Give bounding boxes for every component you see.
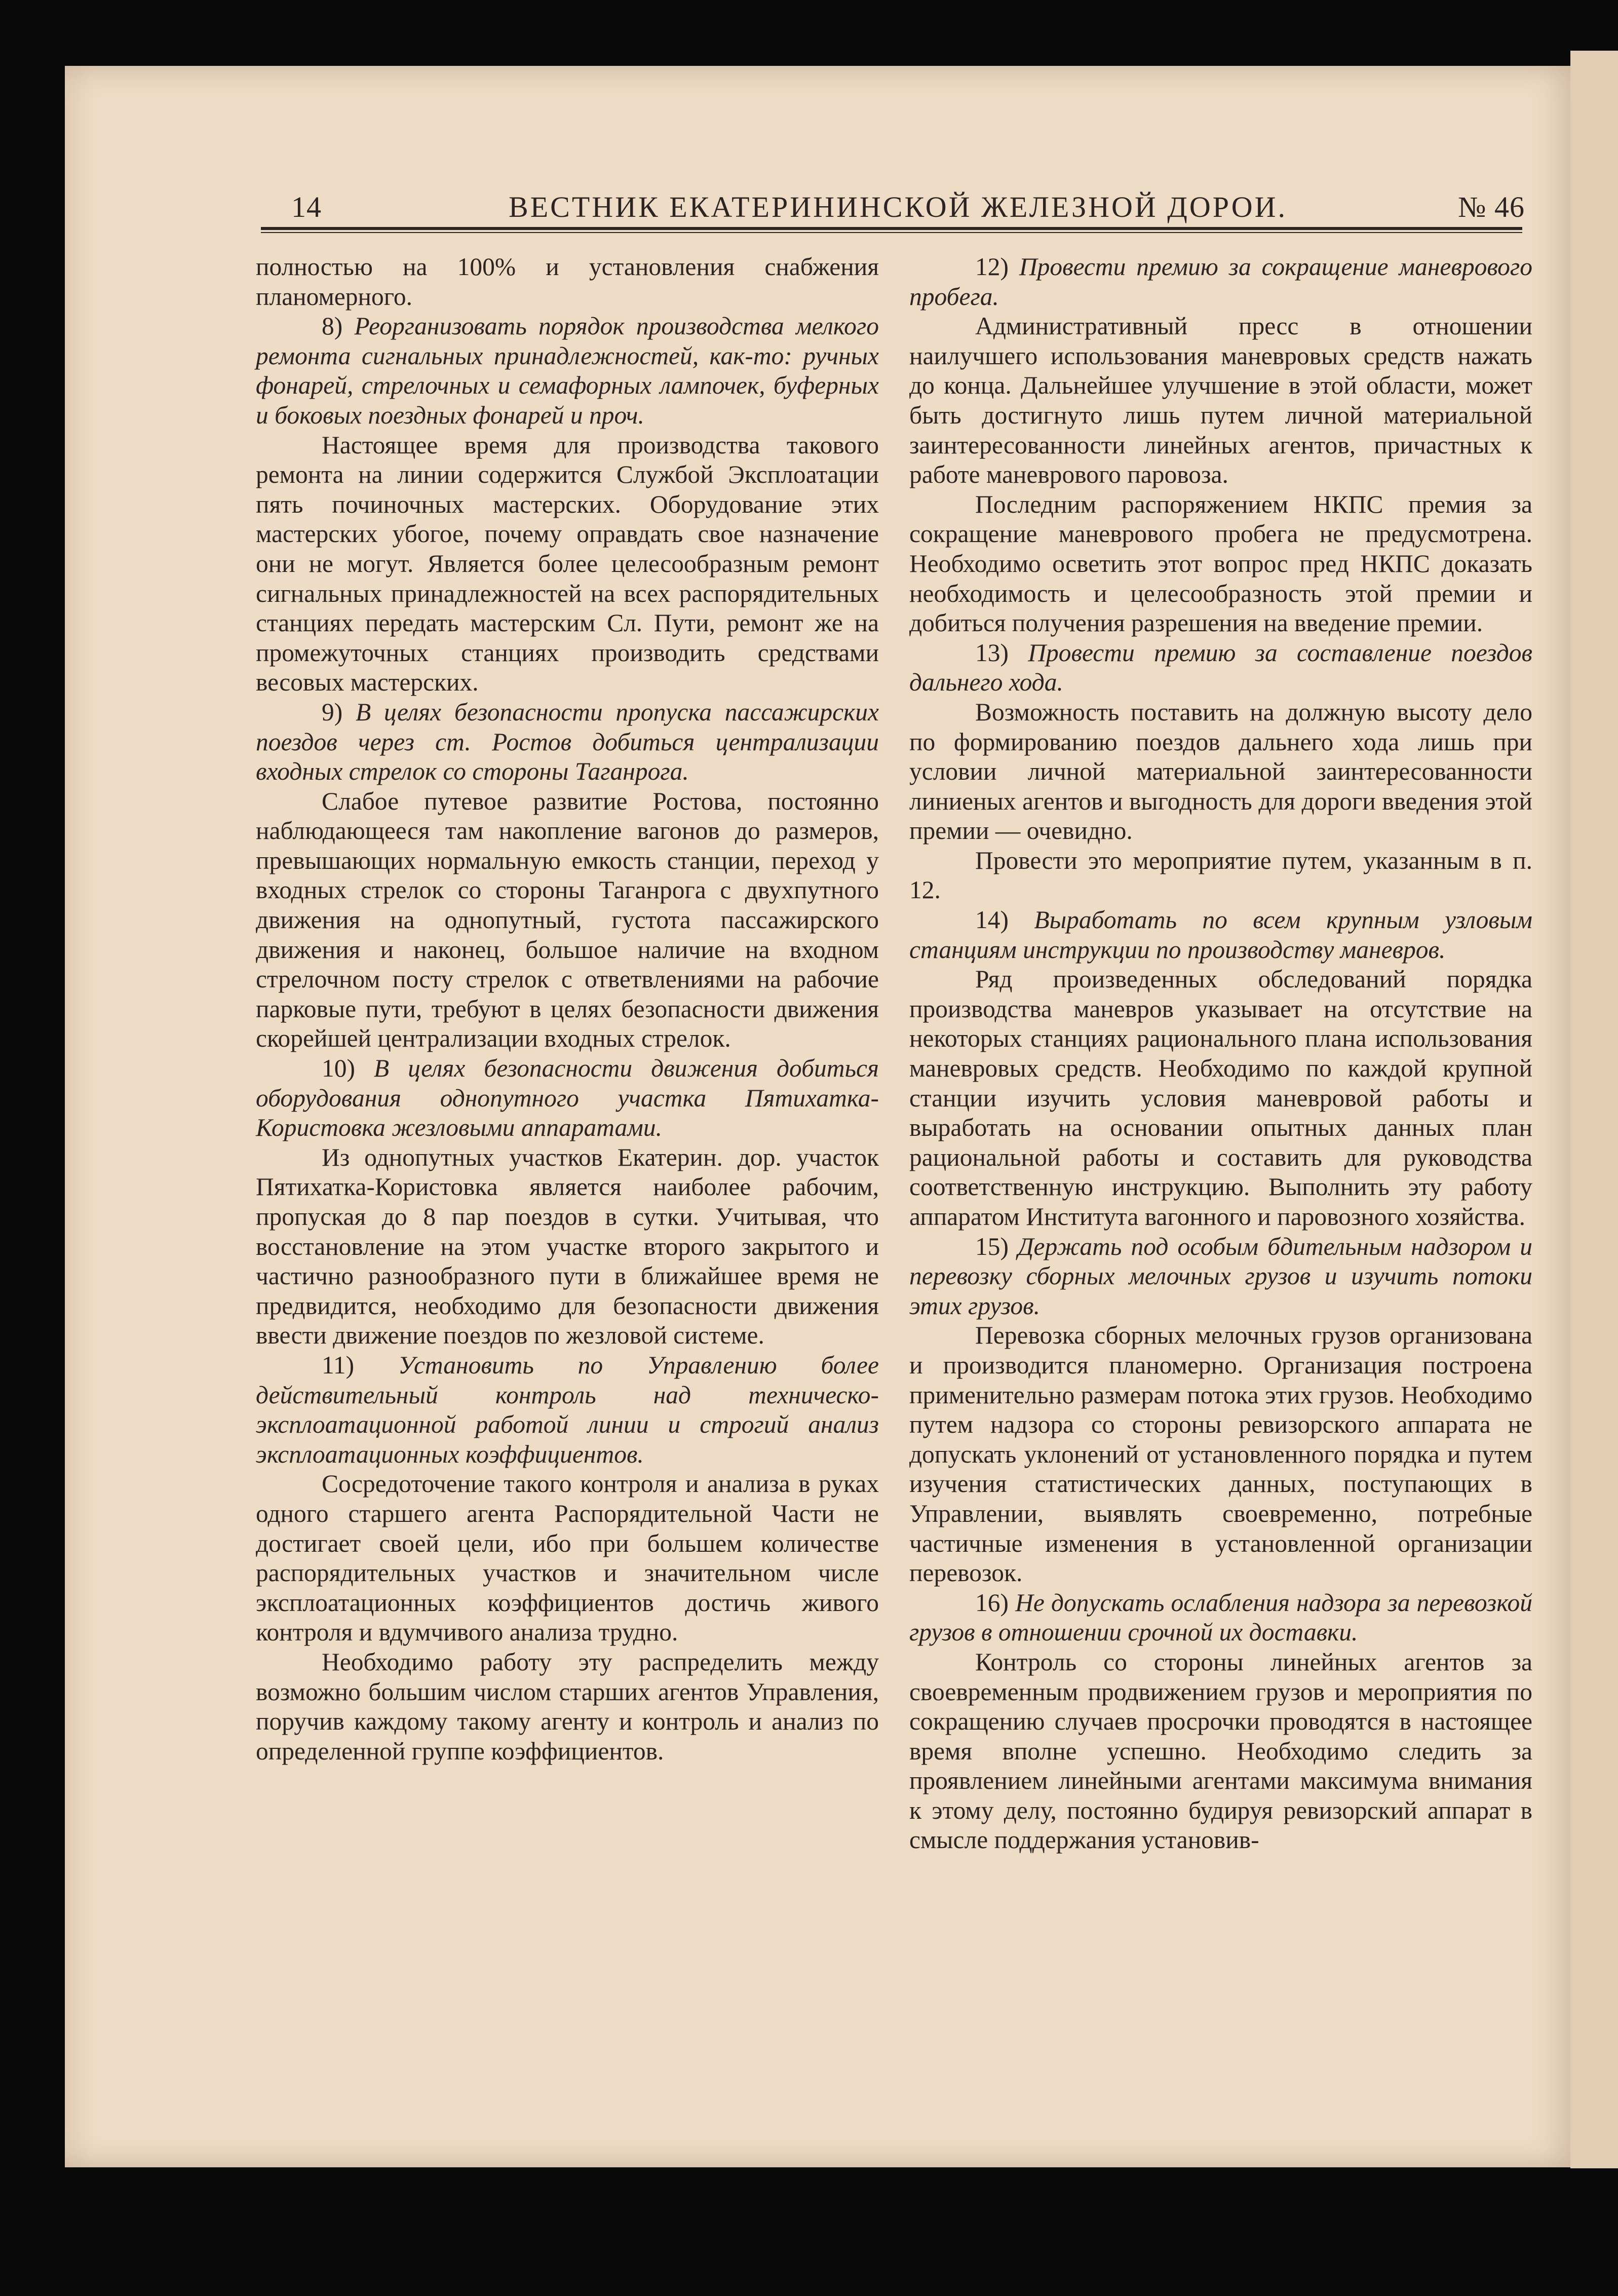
item-number: 15)	[975, 1232, 1018, 1260]
issue-number: № 46	[1458, 190, 1525, 223]
body-paragraph: Административный пресс в отношении наилучшего использования маневровых средств нажать до конца. Дальнейшее улучшение в этой области, может быть достигнуто лишь путем личной материальной заинтересованности линейных агентов, причастных к работе маневрового паровоза.	[909, 312, 1532, 489]
item-heading: В целях безопасности пропуска пассажирских поездов через ст. Ростов добиться централизации входных стрелок со стороны Таганрога.	[256, 698, 879, 786]
body-paragraph: Ряд произведенных обследований порядка производства маневров указывает на отсутствие на некоторых станциях рационального плана использования маневровых средств. Необходимо по каждой крупной станции изучить условия маневровой работы и выработать на основании опытных данных план рациональной работы и составить для руководства соответственную инструкцию. Выполнить эту работу аппаратом Института вагонного и паровозного хозяйства.	[909, 965, 1532, 1231]
numbered-item	[909, 1588, 1532, 1648]
item-heading: Держать под особым бдительным надзором и перевозку сборных мелочных грузов и изучить потоки этих грузов.	[909, 1232, 1532, 1320]
body-paragraph: Перевозка сборных мелочных грузов организована и производится планомерно. Организация построена применительно размерам потока этих грузов. Необходимо путем надзора со стороны ревизорского аппарата не допускать уклонений от установленного порядка и путем изучения статистических данных, поступающих в Управлении, выявлять своевременно, потребные частичные изменения в установленной организации перевозок.	[909, 1321, 1532, 1587]
numbered-item	[909, 638, 1532, 698]
body-paragraph: Необходимо работу эту распределить между возможно большим числом старших агентов Управления, поручив каждому такому агенту и контроль и анализ по определенной группе коэффициентов.	[256, 1648, 879, 1765]
left-column	[256, 252, 879, 1766]
numbered-item	[909, 252, 1532, 312]
body-paragraph: Возможность поставить на должную высоту дело по формированию поездов дальнего хода лишь при условии личной материальной заинтересованности линиеных агентов и выгодность для дороги введения этой премии — очевидно.	[909, 698, 1532, 845]
body-paragraph: Из однопутных участков Екатерин. дор. участок Пятихатка-Кориcтовка является наиболее рабочим, пропуская до 8 пар поездов в сутки. Учитывая, что восстановление на этом участке второго закрытого и частично разнообразного пути в ближайшее время не предвидится, необходимо для безопасности движения ввести движение поездов по жезловой системе.	[256, 1143, 879, 1350]
numbered-item	[909, 905, 1532, 965]
item-number: 11)	[322, 1351, 398, 1379]
item-number: 16)	[975, 1588, 1016, 1617]
item-number: 12)	[975, 253, 1019, 281]
item-heading: Провести премию за сокращение маневрового пробега.	[909, 253, 1532, 311]
body-paragraph: Настоящее время для производства такового ремонта на линии содержится Службой Эксплоатации пять починочных мастерских. Оборудование этих мастерских убогое, почему оправдать свое назначение они не могут. Является более целесообразным ремонт сигнальных принадлежностей на всех распорядительных станциях передать мастерским Сл. Пути, ремонт же на промежуточных станциях производить средствами весовых мастерских.	[256, 431, 879, 697]
numbered-item	[256, 1351, 879, 1469]
item-heading: Выработать по всем крупным узловым станциям инструкции по производству маневров.	[909, 906, 1533, 964]
item-number: 9)	[322, 698, 356, 726]
item-heading: Реорганизовать порядок производства мелкого ремонта сигнальных принадлежностей, как-то: ручных фонарей, стрелочных и семафорных лампочек, буферных и боковых поездных фонарей и проч.	[256, 312, 879, 429]
body-paragraph: Слабое путевое развитие Ростова, постоянно наблюдающееся там накопление вагонов до размеров, превышающих нормальную емкость станции, переход у входных стрелок со стороны Таганрога с двухпутного движения на однопутный, густота пассажирского движения и наконец, большое наличие на входном стрелочном посту стрелок с ответвлениями на рабочие парковые пути, требуют в целях безопасности движения скорейшей централизации входных стрелок.	[256, 787, 879, 1053]
body-paragraph: Сосредоточение такого контроля и анализа в руках одного старшего агента Распорядительной Части не достигает своей цели, ибо при большем количестве распорядительных участков и значительном числе эксплоатационных коэффициентов достичь живого контроля и вдумчивого анализа трудно.	[256, 1470, 879, 1647]
numbered-item	[256, 312, 879, 430]
item-number: 14)	[975, 906, 1034, 934]
item-heading: Установить по Управлению более действительный контроль над техническо-эксплоатационной работой линии и строгий анализ эксплоатационных коэффициентов.	[256, 1351, 879, 1468]
page-header	[187, 188, 1525, 224]
item-number: 13)	[975, 638, 1028, 667]
adjacent-page-edge	[1570, 51, 1618, 2168]
body-paragraph: Контроль со стороны линейных агентов за своевременным продвижением грузов и мероприятия по сокращению случаев просрочки проводятся в настоящее время вполне успешно. Необходимо следить за проявлением линейными агентами максимума внимания к этому делу, постоянно будируя ревизорский аппарат в смысле поддержания установив-	[909, 1648, 1532, 1854]
numbered-item	[256, 1054, 879, 1143]
item-number: 8)	[322, 312, 355, 340]
body-paragraph: Последним распоряжением НКПС премия за сокращение маневрового пробега не предусмотрена. Необходимо осветить этот вопрос пред НКПС доказать необходимость и целесообразность этой премии и добиться получения разрешения на введение премии.	[909, 490, 1532, 637]
header-rule	[261, 227, 1522, 230]
right-column	[909, 252, 1532, 1855]
numbered-item	[909, 1232, 1532, 1321]
item-heading: Провести премию за составление поездов дальнего хода.	[909, 638, 1532, 697]
numbered-item	[256, 698, 879, 787]
journal-title: ВЕСТНИК ЕКАТЕРИНИНСКОЙ ЖЕЛЕЗНОЙ ДОРОИ.	[509, 190, 1287, 223]
body-paragraph: Провести это мероприятие путем, указанным в п. 12.	[909, 846, 1532, 904]
header-rule-thin	[261, 232, 1522, 233]
item-heading: В целях безопасности движения добиться оборудования однопутного участка Пятихатка-Кориcтовка жезловыми аппаратами.	[256, 1054, 879, 1142]
item-heading: Не допускать ослабления надзора за перевозкой грузов в отношении срочной их доставки.	[909, 1588, 1533, 1647]
page-number: 14	[291, 190, 322, 223]
item-number: 10)	[322, 1054, 374, 1083]
body-paragraph: полностью на 100% и установления снабжения планомерного.	[256, 253, 879, 311]
